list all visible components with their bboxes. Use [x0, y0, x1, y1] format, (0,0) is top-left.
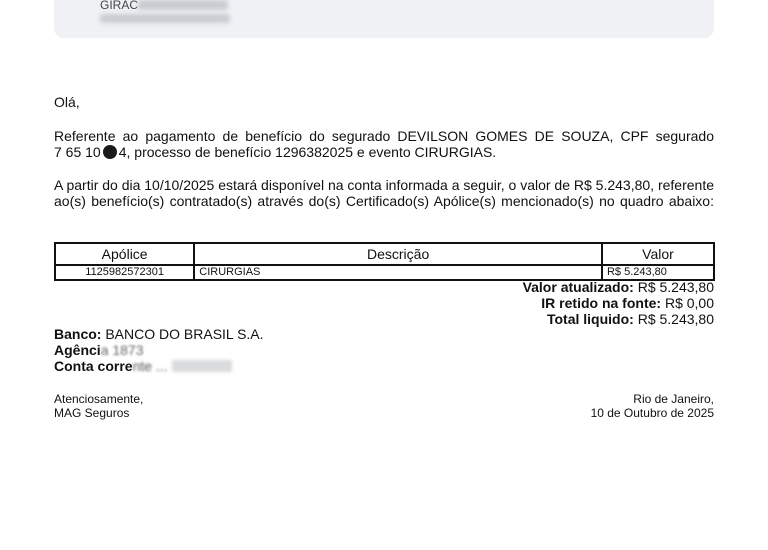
beneficio-table [54, 242, 715, 281]
bank-line: Banco: BANCO DO BRASIL S.A. [54, 326, 264, 342]
place-date-block [591, 392, 714, 420]
total-liquido: Total liquido: R$ 5.243,80 [546, 311, 714, 327]
column-header-valor: Valor [602, 243, 714, 265]
table-row [55, 265, 714, 280]
cell-apolice: 1125982572301 [55, 265, 194, 280]
header-fragment: GIRAC [100, 0, 139, 12]
bank-block [54, 326, 264, 374]
paragraph-valor [54, 177, 714, 209]
redaction-mark [103, 145, 117, 159]
column-header-descricao: Descrição [194, 243, 602, 265]
cell-descricao: CIRURGIAS [194, 265, 602, 280]
account-line: Conta corrente ... [54, 358, 264, 374]
greeting: Olá, [54, 94, 80, 110]
letter-date: 10 de Outubro de 2025 [590, 406, 714, 420]
company-name: MAG Seguros [54, 406, 130, 420]
column-header-apolice: Apólice [55, 243, 194, 265]
paragraph-line: Referente ao pagamento de benefício do segurado DEVILSON GOMES DE SOUZA, CPF segurado [54, 128, 714, 144]
redaction-blur [138, 0, 228, 10]
total-ir: IR retido na fonte: R$ 0,00 [541, 295, 714, 311]
paragraph-text: 4, processo de benefício 1296382025 e evento CIRURGIAS. [118, 144, 497, 160]
total-atualizado: Valor atualizado: R$ 5.243,80 [522, 279, 714, 295]
cpf-partial: 7 65 10 [54, 144, 101, 160]
paragraph-text: A partir do dia 10/10/2025 estará disponível na conta informada a seguir, o valor de R$ 5.243,80, referente ao(s) benefício(s) contratado(s) através do(s) Certificado(s) Apólice(s) mencionado(s) no quadro abaixo: [54, 177, 714, 209]
redaction-blur [100, 14, 230, 23]
totals-block [523, 279, 714, 327]
closing: Atenciosamente, [54, 392, 144, 406]
signature-block [54, 392, 143, 420]
cell-valor: R$ 5.243,80 [602, 265, 714, 280]
paragraph-beneficio [54, 128, 714, 160]
header-panel [54, 0, 714, 38]
agency-line: Agência 1873 [54, 342, 144, 358]
redaction-blur [172, 360, 232, 372]
city: Rio de Janeiro, [633, 392, 714, 406]
table-header-row [55, 243, 714, 265]
paragraph-line [54, 144, 714, 160]
